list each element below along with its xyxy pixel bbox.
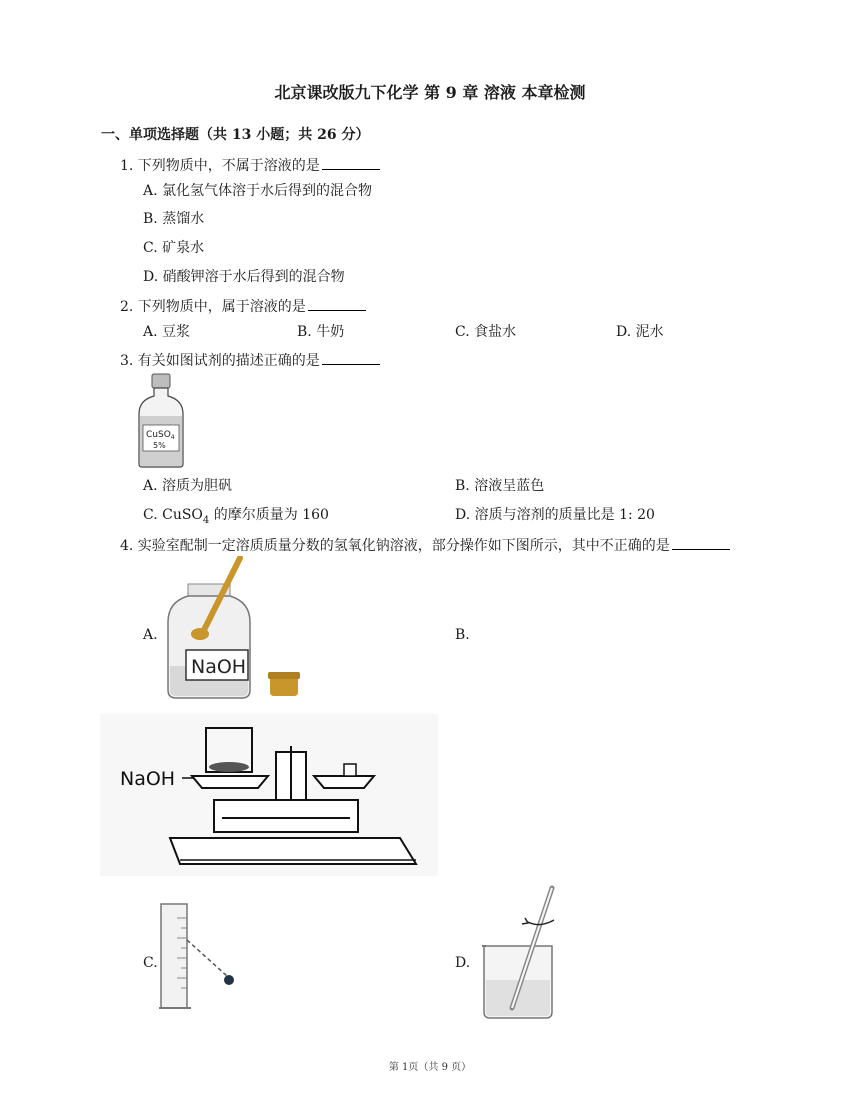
cuso4-bottle-figure [135,372,187,468]
bottle-percent: 5% [153,441,166,450]
q3-option-a: A. 溶质为胆矾 [143,478,233,494]
q3-option-b: B. 溶液呈蓝色 [455,478,545,494]
question-4-stem: 4. 实验室配制一定溶质质量分数的氢氧化钠溶液，部分操作如下图所示，其中不正确的是 [120,535,730,555]
balance-figure [100,714,438,876]
answer-blank [322,352,380,365]
question-3-stem: 3. 有关如图试剂的描述正确的是 [120,350,380,370]
beaker-stirring-figure [478,884,568,1024]
q2-option-c: C. 食盐水 [455,324,517,340]
q1-option-d: D. 硝酸钾溶于水后得到的混合物 [143,269,345,285]
q3-option-c: C. CuSO$_4$ 的摩尔质量为 160 [143,507,329,526]
q4-option-d: D. [455,955,471,971]
q2-option-a: A. 豆浆 [143,324,191,340]
q2-option-b: B. 牛奶 [297,324,345,340]
answer-blank [322,157,380,170]
jar-label: NaOH [191,656,247,678]
question-1-stem: 1. 下列物质中，不属于溶液的是 [120,155,380,175]
q4-option-b: B. [455,627,470,643]
svg-text:CuSO4 [146,430,175,441]
q3-option-d: D. 溶质与溶剂的质量比是 1: 20 [455,507,655,523]
balance-label: NaOH [120,768,176,790]
q2-option-d: D. 泥水 [616,324,664,340]
section-heading: 一、单项选择题（共 13 小题；共 26 分） [101,127,370,143]
answer-blank [672,537,730,550]
q4-option-c: C. [143,955,158,971]
bottle-formula: CuSO [146,430,171,440]
q1-option-c: C. 矿泉水 [143,240,205,256]
naoh-jar-figure [160,556,305,704]
q1-option-b: B. 蒸馏水 [143,211,205,227]
answer-blank [308,298,366,311]
page-title: 北京课改版九下化学 第 9 章 溶液 本章检测 [274,83,586,102]
question-2-stem: 2. 下列物质中，属于溶液的是 [120,296,366,316]
graduated-cylinder-figure [155,900,245,1015]
page-footer: 第 1页（共 9 页） [388,1062,472,1073]
q4-option-a: A. [143,627,158,643]
q1-option-a: A. 氯化氢气体溶于水后得到的混合物 [143,183,373,199]
bottle-formula-sub: 4 [170,434,175,441]
